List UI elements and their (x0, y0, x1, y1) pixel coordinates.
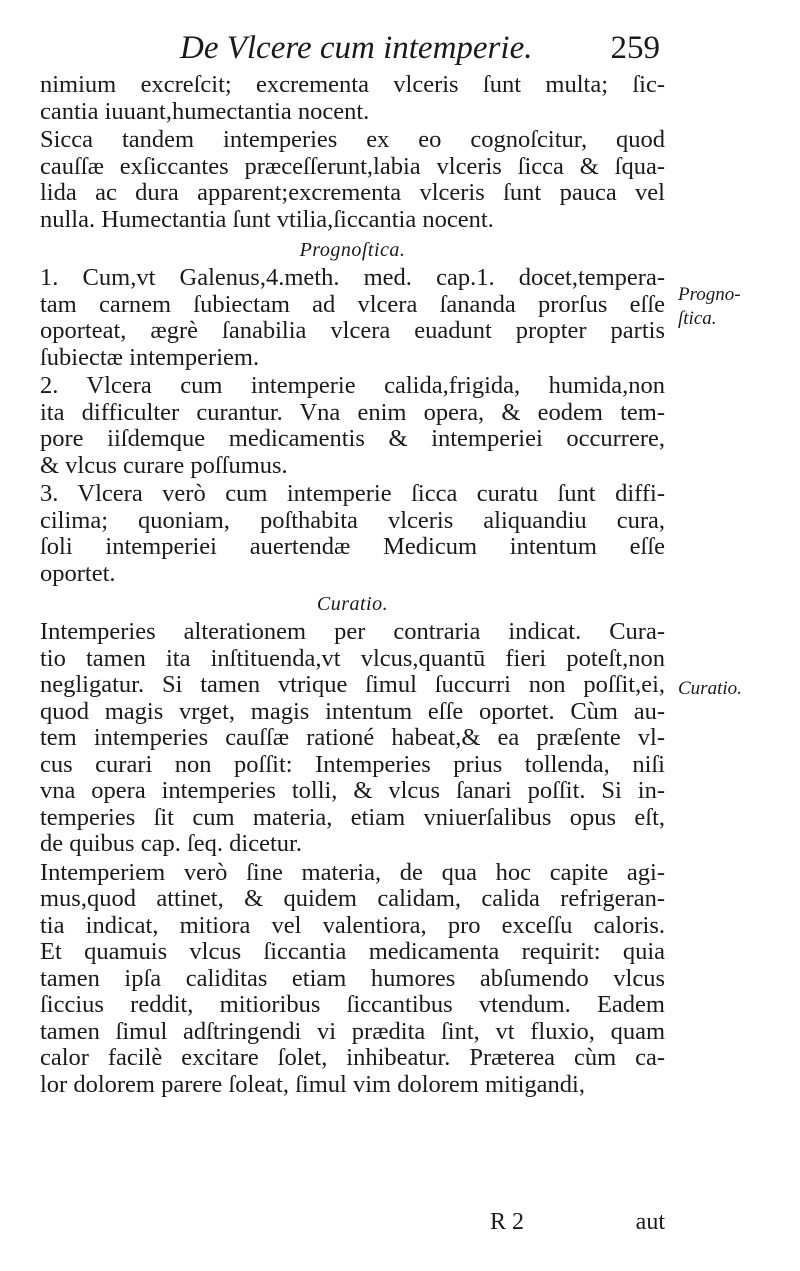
text-line: ita difficulter curantur. Vna enim opera, & eodem tem- (40, 398, 665, 426)
text-line: tamen ſimul adſtringendi vi prædita ſint, vt fluxio, quam (40, 1017, 665, 1045)
body-text (40, 72, 665, 1100)
text-line: cantia iuuant,humectantia nocent. (40, 97, 370, 125)
text-line: 3. Vlcera verò cum intemperie ſicca curatu ſunt diffi- (40, 480, 665, 507)
text-line: vna opera intemperies tolli, & vlcus ſanari poſſit. Si in- (40, 777, 665, 804)
paragraph-gap (40, 1098, 665, 1100)
text-line: Intemperies alterationem per contraria indicat. Cura- (40, 618, 665, 645)
section-heading: Prognoſtica. (299, 239, 406, 261)
text-line: lida ac dura apparent;excrementa vlceris ſunt pauca vel (40, 179, 665, 206)
text-line: Et quamuis vlcus ſiccantia medicamenta requirit: quia (40, 938, 665, 965)
text-line: negligatur. Si tamen vtrique ſimul ſuccurri non poſſit,ei, (40, 671, 665, 698)
text-line: tia indicat, mitiora vel valentiora, pro exceſſu caloris. (40, 911, 665, 939)
text-line: nimium excreſcit; excrementa vlceris ſunt multa; ſic- (40, 71, 665, 98)
text-line: tam carnem ſubiectam ad vlcera ſananda prorſus eſſe (40, 290, 665, 318)
text-line: oporteat, ægrè ſanabilia vlcera euadunt propter partis (40, 317, 665, 344)
text-line: temperies ſit cum materia, etiam vniuerſalibus opus eſt, (40, 803, 665, 831)
text-line: cilima; quoniam, poſthabita vlceris aliquandiu cura, (40, 506, 665, 534)
text-line: ſoli intemperiei auertendæ Medicum intentum eſſe (40, 533, 665, 560)
text-line: de quibus cap. ſeq. dicetur. (40, 830, 302, 857)
text-line: mus,quod attinet, & quidem calidam, calida refrigeran- (40, 885, 665, 912)
text-line: nulla. Humectantia ſunt vtilia,ſiccantia nocent. (40, 205, 494, 233)
text-line: Sicca tandem intemperies ex eo cognoſcitur, quod (40, 126, 665, 153)
text-line: tem intemperies cauſſæ rationé habeat,& ea præſente vl- (40, 724, 665, 751)
text-line: cus curari non poſſit: Intemperies prius tollenda, niſi (40, 750, 665, 778)
running-title: De Vlcere cum intemperie. (180, 30, 533, 66)
text-line: ſiccius reddit, mitioribus ſiccantibus vtendum. Eadem (40, 991, 665, 1018)
text-line: & vlcus curare poſſumus. (40, 451, 288, 479)
catchword: aut (635, 1209, 665, 1235)
text-line: 1. Cum,vt Galenus,4.meth. med. cap.1. docet,tempera- (40, 264, 665, 291)
text-line: calor facilè excitare ſolet, inhibeatur. Præterea cùm ca- (40, 1044, 665, 1071)
text-line: 2. Vlcera cum intemperie calida,frigida, humida,non (40, 372, 665, 399)
text-line: pore iiſdemque medicamentis & intemperiei occurrere, (40, 425, 665, 452)
text-line: tamen ipſa caliditas etiam humores abſumendo vlcus (40, 964, 665, 992)
text-line: oportet. (40, 559, 116, 587)
signature-mark: R 2 (490, 1209, 525, 1235)
text-line: quod magis vrget, magis intentum eſſe oportet. Cùm au- (40, 697, 665, 725)
text-line: tio tamen ita inſtituenda,vt vlcus,quantū fieri poteſt,non (40, 644, 665, 672)
page-number: 259 (610, 30, 660, 66)
marginal-note-curatio: Curatio. (678, 678, 742, 699)
marginal-note-prognostica: Progno- ſtica. (678, 284, 741, 329)
text-line: cauſſæ exſiccantes præceſſerunt,labia vlceris ſicca & ſqua- (40, 152, 665, 180)
text-line: Intemperiem verò ſine materia, de qua hoc capite agi- (40, 858, 665, 886)
text-line: lor dolorem parere ſoleat, ſimul vim dolorem mitigandi, (40, 1070, 585, 1098)
page-footer (40, 1209, 665, 1239)
section-heading: Curatio. (316, 593, 389, 615)
text-line: ſubiectæ intemperiem. (40, 343, 260, 371)
